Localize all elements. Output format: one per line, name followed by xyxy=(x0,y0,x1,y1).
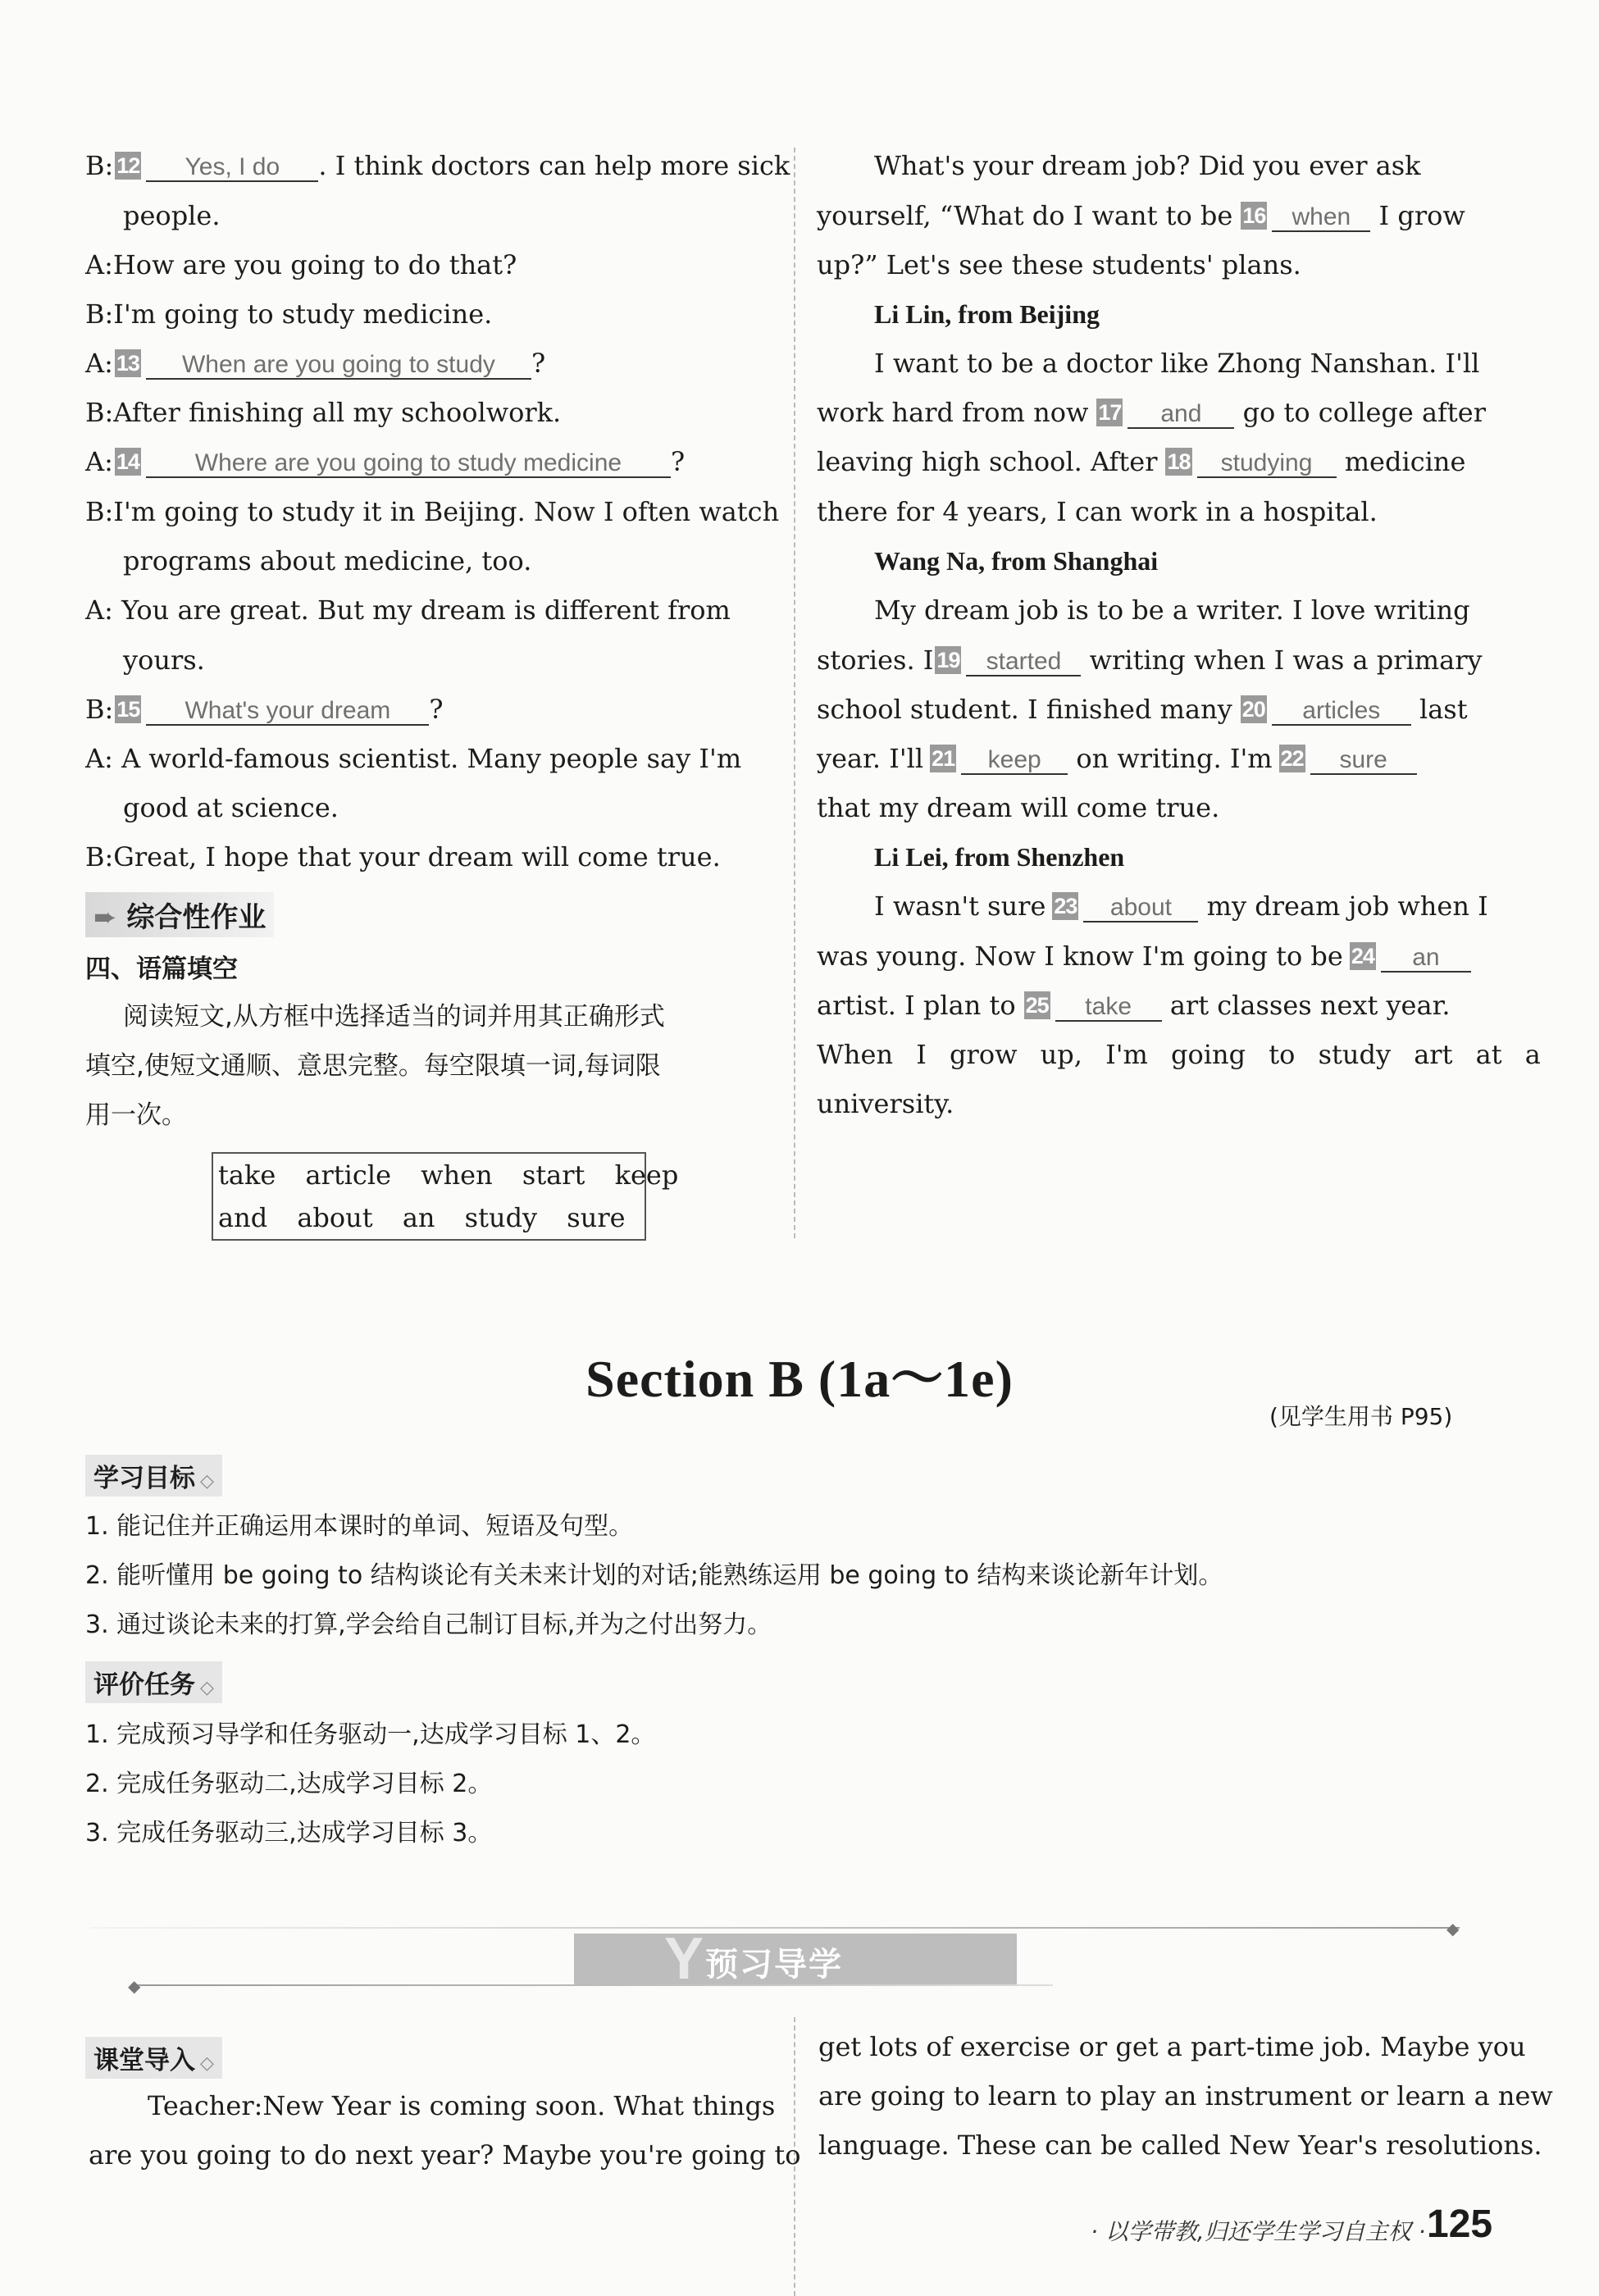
answer-blank: started xyxy=(966,649,1081,676)
dialogue-line: A:How are you going to do that? xyxy=(85,249,517,280)
dialogue-line-b12: B: 12 Yes, I do . I think doctors can help more sick xyxy=(85,150,790,181)
word-option: start xyxy=(522,1159,585,1191)
passage-line-21-22: year. I'll 21 keep on writing. I'm 22 sure xyxy=(817,742,1417,775)
column-divider xyxy=(794,148,795,1238)
passage-line: university. xyxy=(817,1088,954,1119)
passage-line: there for 4 years, I can work in a hospital. xyxy=(817,496,1378,527)
word-option: article xyxy=(305,1159,391,1191)
passage-line: language. These can be called New Year's resolutions. xyxy=(818,2130,1542,2161)
passage-line: When I grow up, I'm going to study art at a xyxy=(817,1039,1541,1070)
word-option: when xyxy=(421,1159,493,1191)
word-option: take xyxy=(218,1159,276,1191)
banner-rule-bottom xyxy=(134,1984,1053,1986)
dialogue-line: programs about medicine, too. xyxy=(123,545,532,576)
diamond-icon: ◆ xyxy=(128,1976,141,1996)
section-title: Section B (1a～1e) xyxy=(585,1350,1014,1408)
dialogue-line: B:After finishing all my schoolwork. xyxy=(85,397,562,428)
word-option: and xyxy=(218,1202,268,1233)
passage-heading: Li Lei, from Shenzhen xyxy=(874,842,1125,872)
task-item: 1. 完成预习导学和任务驱动一,达成学习目标 1、2。 xyxy=(85,1720,656,1749)
blank-number: 14 xyxy=(116,449,139,474)
diamond-icon: ◇ xyxy=(200,1471,214,1492)
preview-banner xyxy=(574,1926,1017,1992)
blank-number: 23 xyxy=(1054,894,1077,918)
answer-blank: and xyxy=(1128,401,1234,429)
arrow-icon: ➨ xyxy=(93,901,117,934)
passage-line-18: leaving high school. After 18 studying medicine xyxy=(817,446,1466,477)
passage-line: get lots of exercise or get a part-time job. Maybe you xyxy=(818,2031,1526,2062)
part-title: 四、语篇填空 xyxy=(85,954,238,984)
dialogue-line: yours. xyxy=(123,645,205,676)
page-number: 125 xyxy=(1427,2203,1493,2246)
answer-blank: when xyxy=(1272,204,1370,232)
diamond-icon: ◇ xyxy=(200,2053,214,2074)
word-option: study xyxy=(464,1202,538,1233)
answer-blank: When are you going to study xyxy=(146,352,531,380)
blank-number: 13 xyxy=(116,351,139,376)
blank-number: 24 xyxy=(1351,944,1374,968)
word-box xyxy=(212,1152,679,1241)
passage-line: that my dream will come true. xyxy=(817,792,1220,823)
dialogue-line-b15: B: 15 What's your dream ? xyxy=(85,694,444,725)
goal-item: 1. 能记住并正确运用本课时的单词、短语及句型。 xyxy=(85,1512,634,1541)
blank-number: 25 xyxy=(1025,993,1049,1018)
word-option: an xyxy=(402,1202,435,1233)
y-logo: Y xyxy=(664,1926,704,1992)
instruction-line: 填空,使短文通顺、意思完整。每空限填一词,每词限 xyxy=(85,1051,661,1081)
blank-number: 12 xyxy=(116,153,140,178)
goal-item: 3. 通过谈论未来的打算,学会给自己制订目标,并为之付出努力。 xyxy=(85,1610,772,1639)
task-item: 3. 完成任务驱动三,达成学习目标 3。 xyxy=(85,1819,493,1847)
answer-blank: keep xyxy=(961,747,1068,775)
diamond-icon: ◇ xyxy=(200,1678,214,1698)
blank-number: 21 xyxy=(932,746,955,771)
blank-number: 16 xyxy=(1242,203,1266,228)
diamond-icon: ◆ xyxy=(1446,1919,1460,1938)
dialogue-line: B:I'm going to study medicine. xyxy=(85,298,493,330)
answer-blank: studying xyxy=(1197,450,1337,478)
answer-blank: Where are you going to study medicine xyxy=(146,450,671,478)
blank-number: 22 xyxy=(1280,746,1304,771)
dialogue-line: good at science. xyxy=(123,792,339,823)
answer-blank: an xyxy=(1381,945,1471,973)
passage-line: are going to learn to play an instrument or learn a new xyxy=(818,2080,1553,2112)
passage-heading: Wang Na, from Shanghai xyxy=(874,546,1159,576)
instruction-line: 阅读短文,从方框中选择适当的词并用其正确形式 xyxy=(123,1002,665,1032)
dialogue-line: B:I'm going to study it in Beijing. Now I often watch xyxy=(85,496,780,527)
dialogue-line: B:Great, I hope that your dream will come true. xyxy=(85,841,721,872)
answer-blank: Yes, I do xyxy=(146,154,318,182)
instruction-line: 用一次。 xyxy=(85,1100,187,1130)
word-option: about xyxy=(297,1202,373,1233)
passage-line: I want to be a doctor like Zhong Nanshan. I'll xyxy=(874,348,1480,379)
passage-line-20: school student. I finished many 20 articles last xyxy=(817,694,1468,725)
word-option: keep xyxy=(614,1159,679,1191)
blank-number: 18 xyxy=(1167,449,1191,474)
goals-tag: 学习目标 ◇ xyxy=(85,1455,222,1496)
passage-line: What's your dream job? Did you ever ask xyxy=(874,150,1421,181)
footer-slogan: · 以学带教,归还学生学习自主权 · xyxy=(1091,2218,1426,2245)
banner-label: 预习导学 xyxy=(705,1946,843,1984)
blank-number: 15 xyxy=(116,697,140,722)
passage-line: Teacher:New Year is coming soon. What things xyxy=(148,2090,776,2121)
dialogue-line-a13: A: 13 When are you going to study ? xyxy=(85,348,546,379)
tasks-tag: 评价任务 ◇ xyxy=(85,1661,222,1703)
dialogue-line: A: A world-famous scientist. Many people say I'm xyxy=(85,743,742,774)
passage-heading: Li Lin, from Beijing xyxy=(874,299,1100,329)
dialogue-line: A: You are great. But my dream is different from xyxy=(85,594,731,626)
passage-line: up?” Let's see these students' plans. xyxy=(817,249,1301,280)
passage-line: are you going to do next year? Maybe you're going to xyxy=(89,2139,801,2171)
answer-blank: take xyxy=(1055,994,1162,1022)
banner-rule-top xyxy=(90,1927,1460,1929)
passage-line-16: yourself, “What do I want to be 16 when I grow xyxy=(817,200,1465,231)
passage-line-24: was young. Now I know I'm going to be 24 an xyxy=(817,940,1471,973)
passage-line-19: stories. I 19 started writing when I was a primary xyxy=(817,645,1483,676)
goal-item: 2. 能听懂用 be going to 结构谈论有关未来计划的对话;能熟练运用 be going to 结构来谈论新年计划。 xyxy=(85,1561,1223,1590)
intro-tag: 课堂导入 ◇ xyxy=(85,2037,222,2079)
homework-tag: ➨ 综合性作业 xyxy=(85,892,274,937)
word-option: sure xyxy=(567,1202,626,1233)
passage-line-23: I wasn't sure 23 about my dream job when I xyxy=(874,891,1488,922)
dialogue-line-a14: A: 14 Where are you going to study medicine ? xyxy=(85,446,686,477)
blank-number: 19 xyxy=(936,648,960,672)
answer-blank: sure xyxy=(1310,747,1417,775)
task-item: 2. 完成任务驱动二,达成学习目标 2。 xyxy=(85,1770,493,1798)
dialogue-line: people. xyxy=(123,200,221,231)
passage-line-17: work hard from now 17 and go to college after xyxy=(817,397,1486,428)
passage-line: My dream job is to be a writer. I love writing xyxy=(874,594,1470,626)
answer-blank: What's your dream xyxy=(146,698,429,726)
passage-line-25: artist. I plan to 25 take art classes next year. xyxy=(817,990,1451,1021)
blank-number: 17 xyxy=(1098,400,1122,425)
page-reference: (见学生用书 P95) xyxy=(1269,1403,1453,1430)
answer-blank: about xyxy=(1083,895,1198,922)
blank-number: 20 xyxy=(1241,697,1265,722)
answer-blank: articles xyxy=(1272,698,1411,726)
